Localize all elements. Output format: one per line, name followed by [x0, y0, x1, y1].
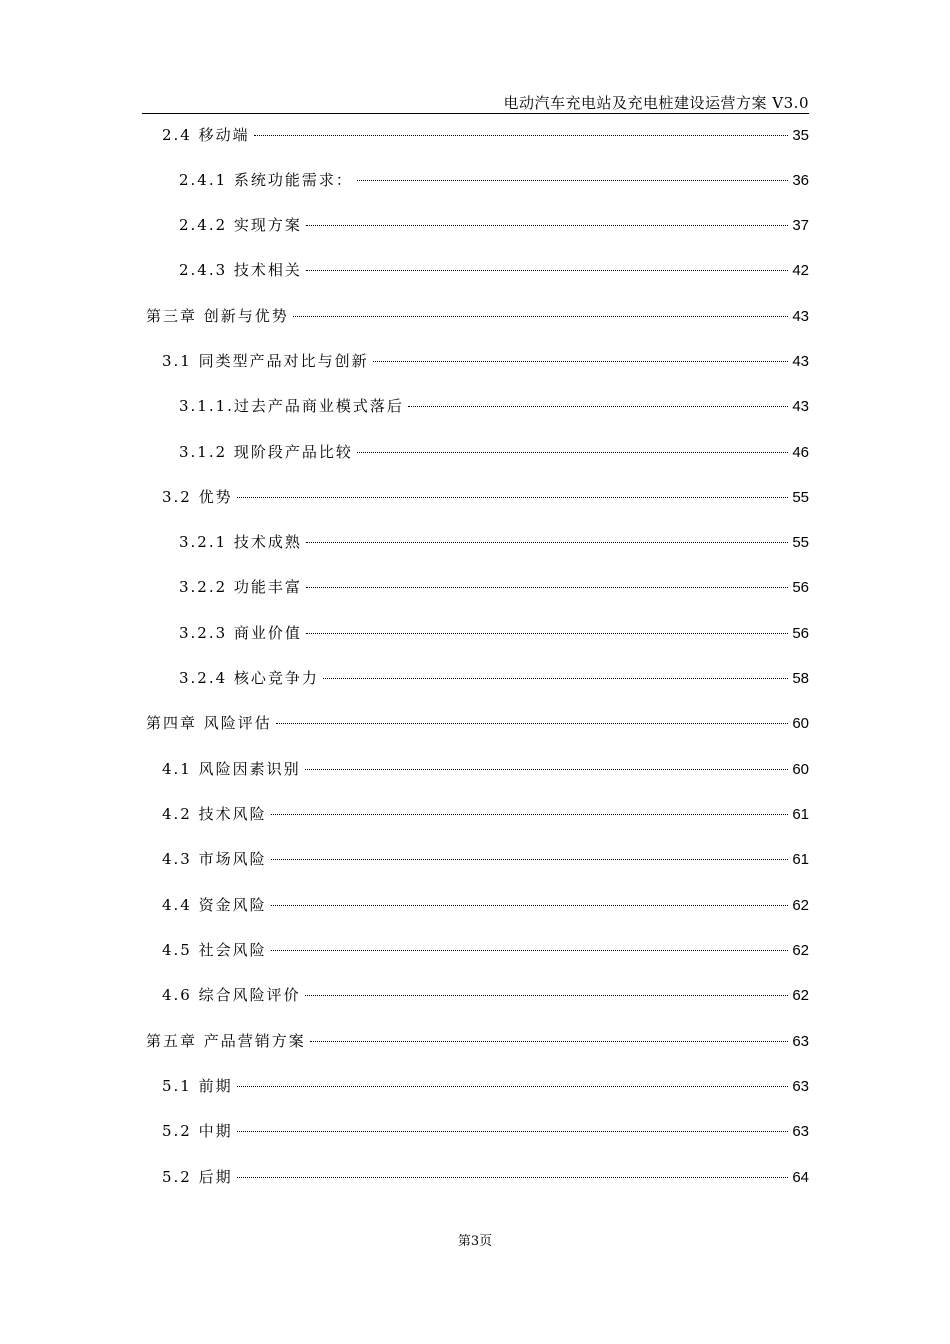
toc-entry-page: 35: [792, 127, 809, 144]
toc-entry[interactable]: [162, 803, 809, 825]
toc-leader-dots: [357, 452, 788, 453]
toc-entry[interactable]: [162, 486, 809, 508]
toc-entry[interactable]: [162, 1075, 809, 1097]
toc-leader-dots: [306, 633, 788, 634]
toc-entry-page: 55: [792, 489, 809, 506]
toc-leader-dots: [323, 678, 788, 679]
toc-leader-dots: [306, 225, 788, 226]
toc-entry-page: 56: [792, 579, 809, 596]
toc-leader-dots: [271, 905, 789, 906]
toc-leader-dots: [271, 814, 789, 815]
toc-entry-title: 5.2 后期: [162, 1168, 233, 1186]
running-header: 电动汽车充电站及充电桩建设运营方案 V3.0: [503, 94, 809, 112]
toc-entry[interactable]: [179, 169, 809, 191]
toc-entry[interactable]: [179, 395, 809, 417]
toc-entry[interactable]: [179, 531, 809, 553]
toc-entry-title: 2.4 移动端: [162, 126, 250, 144]
toc-entry[interactable]: [146, 305, 809, 327]
toc-leader-dots: [373, 361, 789, 362]
toc-entry-title: 第五章 产品营销方案: [146, 1032, 306, 1050]
toc-leader-dots: [237, 497, 789, 498]
toc-entry-page: 60: [792, 715, 809, 732]
toc-entry[interactable]: [162, 984, 809, 1006]
toc-entry[interactable]: [162, 939, 809, 961]
toc-entry-title: 3.2.2 功能丰富: [179, 578, 302, 596]
toc-entry[interactable]: [179, 214, 809, 236]
toc-entry-page: 43: [792, 308, 809, 325]
toc-entry-page: 55: [792, 534, 809, 551]
toc-entry-page: 62: [792, 942, 809, 959]
toc-entry-page: 42: [792, 262, 809, 279]
toc-entry[interactable]: [146, 712, 809, 734]
toc-entry-page: 60: [792, 761, 809, 778]
toc-entry[interactable]: [179, 667, 809, 689]
toc-entry-page: 46: [792, 444, 809, 461]
toc-entry-page: 43: [792, 353, 809, 370]
toc-entry-title: 3.1.1.过去产品商业模式落后: [179, 397, 404, 415]
toc-entry-title: 第三章 创新与优势: [146, 307, 289, 325]
toc-entry[interactable]: [146, 1030, 809, 1052]
toc-entry-title: 3.1.2 现阶段产品比较: [179, 443, 353, 461]
toc-entry-page: 61: [792, 806, 809, 823]
toc-entry-page: 43: [792, 398, 809, 415]
toc-entry-page: 64: [792, 1169, 809, 1186]
toc-entry-title: 4.1 风险因素识别: [162, 760, 301, 778]
toc-entry[interactable]: [179, 441, 809, 463]
toc-entry-page: 63: [792, 1033, 809, 1050]
toc-entry-page: 62: [792, 897, 809, 914]
toc-entry-title: 5.2 中期: [162, 1122, 233, 1140]
toc-entry-page: 61: [792, 851, 809, 868]
toc-entry[interactable]: [179, 259, 809, 281]
toc-entry-title: 3.2.1 技术成熟: [179, 533, 302, 551]
toc-entry-title: 2.4.2 实现方案: [179, 216, 302, 234]
toc-entry[interactable]: [162, 124, 809, 146]
toc-entry-title: 3.2.3 商业价值: [179, 624, 302, 642]
toc-leader-dots: [305, 769, 789, 770]
toc-leader-dots: [305, 995, 789, 996]
toc-entry-title: 第四章 风险评估: [146, 714, 272, 732]
toc-entry[interactable]: [162, 848, 809, 870]
toc-entry-title: 4.5 社会风险: [162, 941, 267, 959]
toc-entry-page: 62: [792, 987, 809, 1004]
toc-entry-title: 4.3 市场风险: [162, 850, 267, 868]
toc-entry-title: 3.2.4 核心竞争力: [179, 669, 319, 687]
toc-entry-page: 37: [792, 217, 809, 234]
toc-leader-dots: [254, 135, 789, 136]
page-number-footer: 第3页: [457, 1234, 493, 1249]
toc-leader-dots: [310, 1041, 789, 1042]
toc-leader-dots: [306, 542, 788, 543]
toc-entry[interactable]: [162, 1120, 809, 1142]
toc-entry[interactable]: [162, 894, 809, 916]
toc-entry[interactable]: [179, 622, 809, 644]
toc-leader-dots: [271, 859, 789, 860]
toc-leader-dots: [357, 180, 788, 181]
toc-entry-title: 2.4.1 系统功能需求：: [179, 171, 353, 189]
toc-entry-title: 4.2 技术风险: [162, 805, 267, 823]
toc-leader-dots: [271, 950, 789, 951]
toc-leader-dots: [306, 270, 788, 271]
toc-leader-dots: [237, 1086, 789, 1087]
toc-entry-page: 63: [792, 1078, 809, 1095]
toc-entry[interactable]: [179, 576, 809, 598]
toc-entry-page: 36: [792, 172, 809, 189]
toc-entry[interactable]: [162, 350, 809, 372]
toc-leader-dots: [237, 1177, 789, 1178]
toc-entry-title: 2.4.3 技术相关: [179, 261, 302, 279]
toc-entry[interactable]: [162, 758, 809, 780]
toc-entry-page: 58: [792, 670, 809, 687]
toc-entry-title: 4.6 综合风险评价: [162, 986, 301, 1004]
toc-leader-dots: [408, 406, 788, 407]
toc-leader-dots: [276, 723, 789, 724]
toc-entry[interactable]: [162, 1166, 809, 1188]
toc-entry-title: 3.1 同类型产品对比与创新: [162, 352, 369, 370]
toc-leader-dots: [306, 587, 788, 588]
toc-entry-title: 4.4 资金风险: [162, 896, 267, 914]
toc-entry-page: 63: [792, 1123, 809, 1140]
toc-leader-dots: [237, 1131, 789, 1132]
toc-leader-dots: [293, 316, 789, 317]
toc-entry-title: 3.2 优势: [162, 488, 233, 506]
toc-entry-page: 56: [792, 625, 809, 642]
toc-entry-title: 5.1 前期: [162, 1077, 233, 1095]
